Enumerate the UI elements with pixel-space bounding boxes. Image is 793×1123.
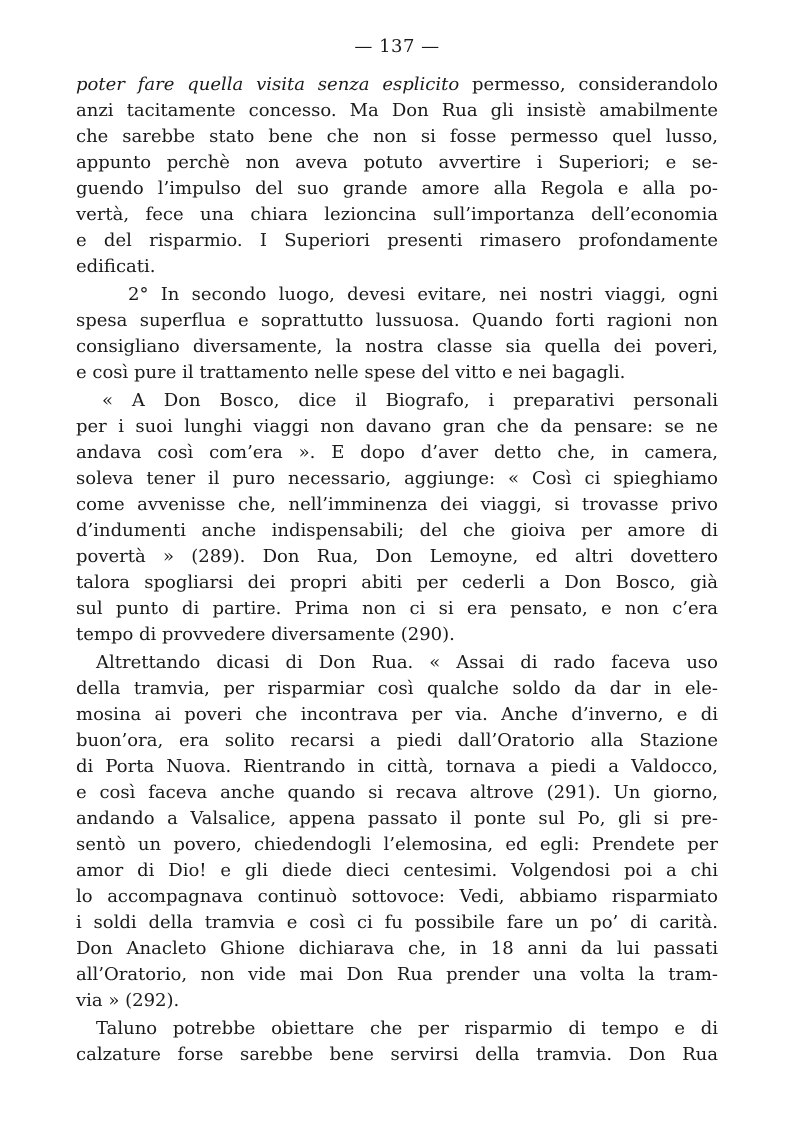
text-line: consigliano diversamente, la nostra classe sia quella dei poveri, [76,336,718,357]
page-number: — 137 — [354,36,440,57]
text-line: talora spogliarsi dei propri abiti per cederli a Don Bosco, già [76,572,718,593]
text-line: e così faceva anche quando si recava altrove (291). Un giorno, [76,782,718,803]
text-line: via » (292). [76,990,180,1011]
text-line: spesa superflua e soprattutto lussuosa. Quando forti ragioni non [76,310,718,331]
text-line: sul punto di partire. Prima non ci si era pensato, e non c’era [76,598,718,619]
text-line: buon’ora, era solito recarsi a piedi dall’Oratorio alla Stazione [76,730,718,751]
text-line: per i suoi lunghi viaggi non davano gran che da pensare: se ne [76,416,718,437]
text-line: guendo l’impulso del suo grande amore alla Regola e alla po- [76,178,718,199]
text-line: della tramvia, per risparmiar così qualche soldo da dar in ele- [76,678,718,699]
text-line: e così pure il trattamento nelle spese del vitto e nei bagagli. [76,362,626,383]
text-line: soleva tener il puro necessario, aggiunge: « Così ci spieghiamo [76,468,718,489]
text-line: vertà, fece una chiara lezioncina sull’importanza dell’economia [76,204,718,225]
text-line: sentò un povero, chiedendogli l’elemosina, ed egli: Prendete per [76,834,718,855]
text-line: anzi tacitamente concesso. Ma Don Rua gli insistè amabilmente [76,100,718,121]
text-line: lo accompagnava continuò sottovoce: Vedi, abbiamo risparmiato [76,886,718,907]
text-line: all’Oratorio, non vide mai Don Rua prender una volta la tram- [76,964,718,985]
text-line: andando a Valsalice, appena passato il ponte sul Po, gli si pre- [76,808,718,829]
text-line: povertà » (289). Don Rua, Don Lemoyne, ed altri dovettero [76,546,718,567]
text-line: tempo di provvedere diversamente (290). [76,624,455,645]
text-line: 2° In secondo luogo, devesi evitare, nei nostri viaggi, ogni [128,284,718,305]
text-line: di Porta Nuova. Rientrando in città, tornava a piedi a Valdocco, [76,756,718,777]
text-line: poter fare quella visita senza esplicito permesso, considerandolo [76,74,718,95]
text-line: mosina ai poveri che incontrava per via. Anche d’inverno, e di [76,704,718,725]
text-line: andava così com’era ». E dopo d’aver detto che, in camera, [76,442,718,463]
text-line: amor di Dio! e gli diede dieci centesimi. Volgendosi poi a chi [76,860,718,881]
text-line: edificati. [76,256,156,277]
text-line: come avvenisse che, nell’imminenza dei viaggi, si trovasse privo [76,494,718,515]
text-line: e del risparmio. I Superiori presenti rimasero profondamente [76,230,718,251]
text-line: Taluno potrebbe obiettare che per risparmio di tempo e di [96,1018,718,1039]
text-line: d’indumenti anche indispensabili; del che gioiva per amore di [76,520,718,541]
text-line: calzature forse sarebbe bene servirsi della tramvia. Don Rua [76,1044,718,1065]
text-line: che sarebbe stato bene che non si fosse permesso quel lusso, [76,126,718,147]
text-line: « A Don Bosco, dice il Biografo, i preparativi personali [102,390,718,411]
text-line: Don Anacleto Ghione dichiarava che, in 18 anni da lui passati [76,938,718,959]
text-line: Altrettando dicasi di Don Rua. « Assai di rado faceva uso [96,652,718,673]
text-line: i soldi della tramvia e così ci fu possibile fare un po’ di carità. [76,912,718,933]
text-line: appunto perchè non aveva potuto avvertire i Superiori; e se- [76,152,718,173]
